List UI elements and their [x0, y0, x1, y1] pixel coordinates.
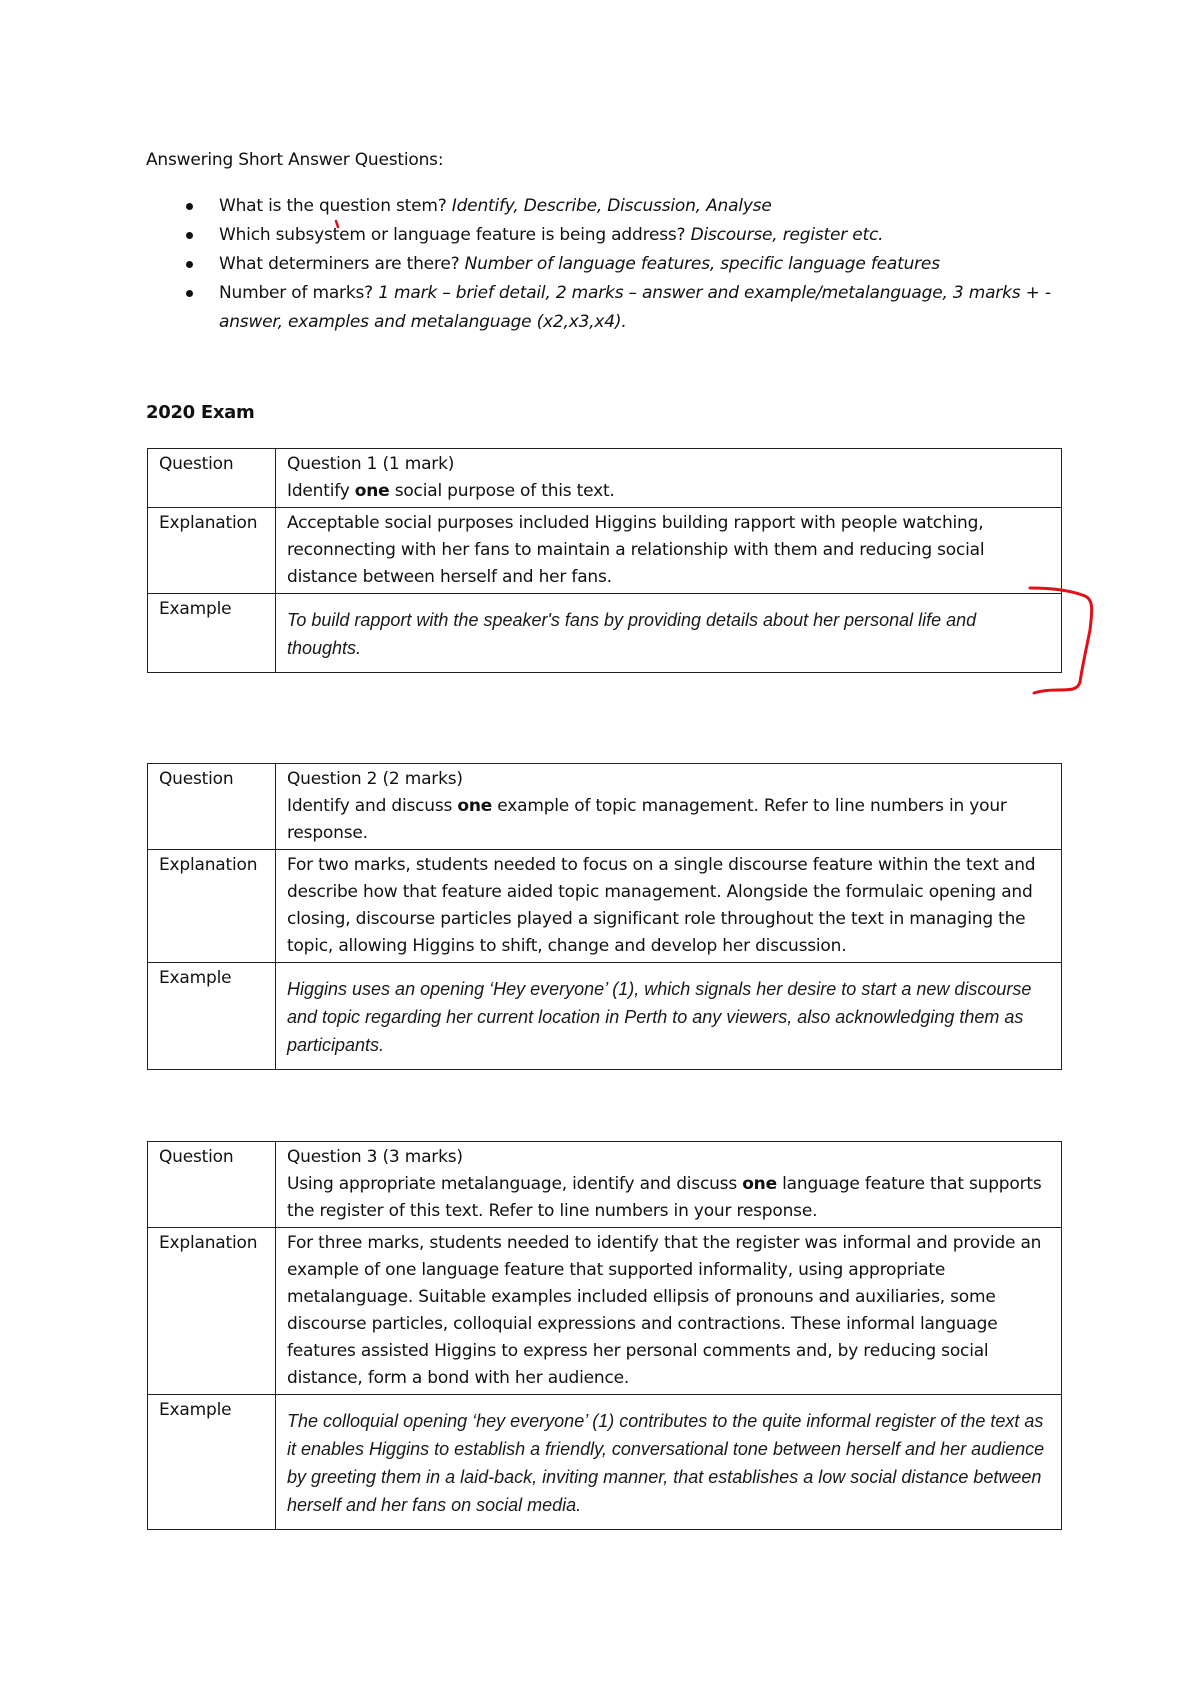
question-text-post: example of topic management. Refer to line numbers in your response.	[287, 796, 1007, 843]
question-text	[287, 793, 1051, 847]
question-text-pre: Identify and discuss	[287, 796, 458, 816]
explanation-label: Explanation	[148, 850, 276, 963]
bullet-text: What is the question stem?	[219, 196, 452, 216]
question-cell	[276, 449, 1062, 508]
table-row	[148, 594, 1062, 673]
bullet-emphasis: Identify, Describe, Discussion, Analyse	[451, 196, 772, 216]
question-label: Question	[148, 1142, 276, 1228]
list-item	[146, 279, 1076, 337]
bullet-emphasis: Discourse, register etc.	[690, 225, 884, 245]
list-item	[146, 192, 1076, 221]
question-text-post: social purpose of this text.	[389, 481, 615, 501]
explanation-label: Explanation	[148, 508, 276, 594]
question-1-table	[147, 448, 1062, 673]
explanation-text: For two marks, students needed to focus on a single discourse feature within the text and describe how that feature aided topic management. Alongside the formulaic opening and closing, discourse particles played a significant role throughout the text in managing the topic, allowing Higgins to shift, change and develop her discussion.	[276, 850, 1062, 963]
table-row	[148, 449, 1062, 508]
question-2-table	[147, 763, 1062, 1070]
bullet-text: What determiners are there?	[219, 254, 465, 274]
bullet-icon	[186, 232, 193, 239]
bullet-icon	[186, 203, 193, 210]
table-row	[148, 1228, 1062, 1395]
question-title: Question 3 (3 marks)	[287, 1147, 463, 1167]
explanation-label: Explanation	[148, 1228, 276, 1395]
list-item	[146, 250, 1076, 279]
question-cell	[276, 1142, 1062, 1228]
question-label: Question	[148, 449, 276, 508]
example-label: Example	[148, 594, 276, 673]
question-3-table	[147, 1141, 1062, 1530]
question-text-bold: one	[354, 481, 390, 501]
explanation-text: For three marks, students needed to identify that the register was informal and provide an example of one language feature that supported informality, using appropriate metalanguage. Suitable examples included ellipsis of pronouns and auxiliaries, some discourse particles, colloquial expressions and contractions. These informal language features assisted Higgins to express her personal comments and, by reducing social distance, form a bond with her audience.	[276, 1228, 1062, 1395]
question-cell	[276, 764, 1062, 850]
explanation-text: Acceptable social purposes included Higgins building rapport with people watching, reconnecting with her fans to maintain a relationship with them and reducing social distance between herself and her fans.	[276, 508, 1062, 594]
question-text-bold: one	[457, 796, 493, 816]
example-text: The colloquial opening ‘hey everyone’ (1) contributes to the quite informal register of the text as it enables Higgins to establish a friendly, conversational tone between herself and her audience by greeting them in a laid-back, inviting manner, that establishes a low social distance between herself and her fans on social media.	[276, 1395, 1062, 1530]
table-row	[148, 508, 1062, 594]
question-text-pre: Using appropriate metalanguage, identify and discuss	[287, 1174, 743, 1194]
question-text-post: language feature that supports the register of this text. Refer to line numbers in your response.	[287, 1174, 1042, 1221]
question-title: Question 1 (1 mark)	[287, 454, 455, 474]
intro-bullet-list	[146, 192, 1076, 337]
example-label: Example	[148, 963, 276, 1070]
table-row	[148, 1142, 1062, 1228]
bullet-text: Number of marks?	[219, 283, 379, 303]
table-row	[148, 850, 1062, 963]
question-title: Question 2 (2 marks)	[287, 769, 463, 789]
exam-title: 2020 Exam	[146, 402, 255, 423]
example-text: To build rapport with the speaker's fans by providing details about her personal life and thoughts.	[276, 594, 1062, 673]
question-text	[287, 1171, 1051, 1225]
question-label: Question	[148, 764, 276, 850]
question-text	[287, 478, 1051, 505]
table-row	[148, 764, 1062, 850]
bullet-emphasis: 1 mark – brief detail, 2 marks – answer and example/metalanguage, 3 marks + - answer, examples and metalanguage (x2,x3,x4).	[219, 283, 1051, 332]
table-row	[148, 963, 1062, 1070]
question-text-pre: Identify	[287, 481, 355, 501]
example-text: Higgins uses an opening ‘Hey everyone’ (1), which signals her desire to start a new discourse and topic regarding her current location in Perth to any viewers, also acknowledging them as participants.	[276, 963, 1062, 1070]
table-row	[148, 1395, 1062, 1530]
bullet-text: Which subsystem or language feature is being address?	[219, 225, 691, 245]
bullet-emphasis: Number of language features, specific language features	[464, 254, 940, 274]
question-text-bold: one	[742, 1174, 777, 1194]
bullet-icon	[186, 290, 193, 297]
intro-heading: Answering Short Answer Questions:	[146, 150, 444, 170]
bullet-icon	[186, 261, 193, 268]
list-item	[146, 221, 1076, 250]
example-label: Example	[148, 1395, 276, 1530]
